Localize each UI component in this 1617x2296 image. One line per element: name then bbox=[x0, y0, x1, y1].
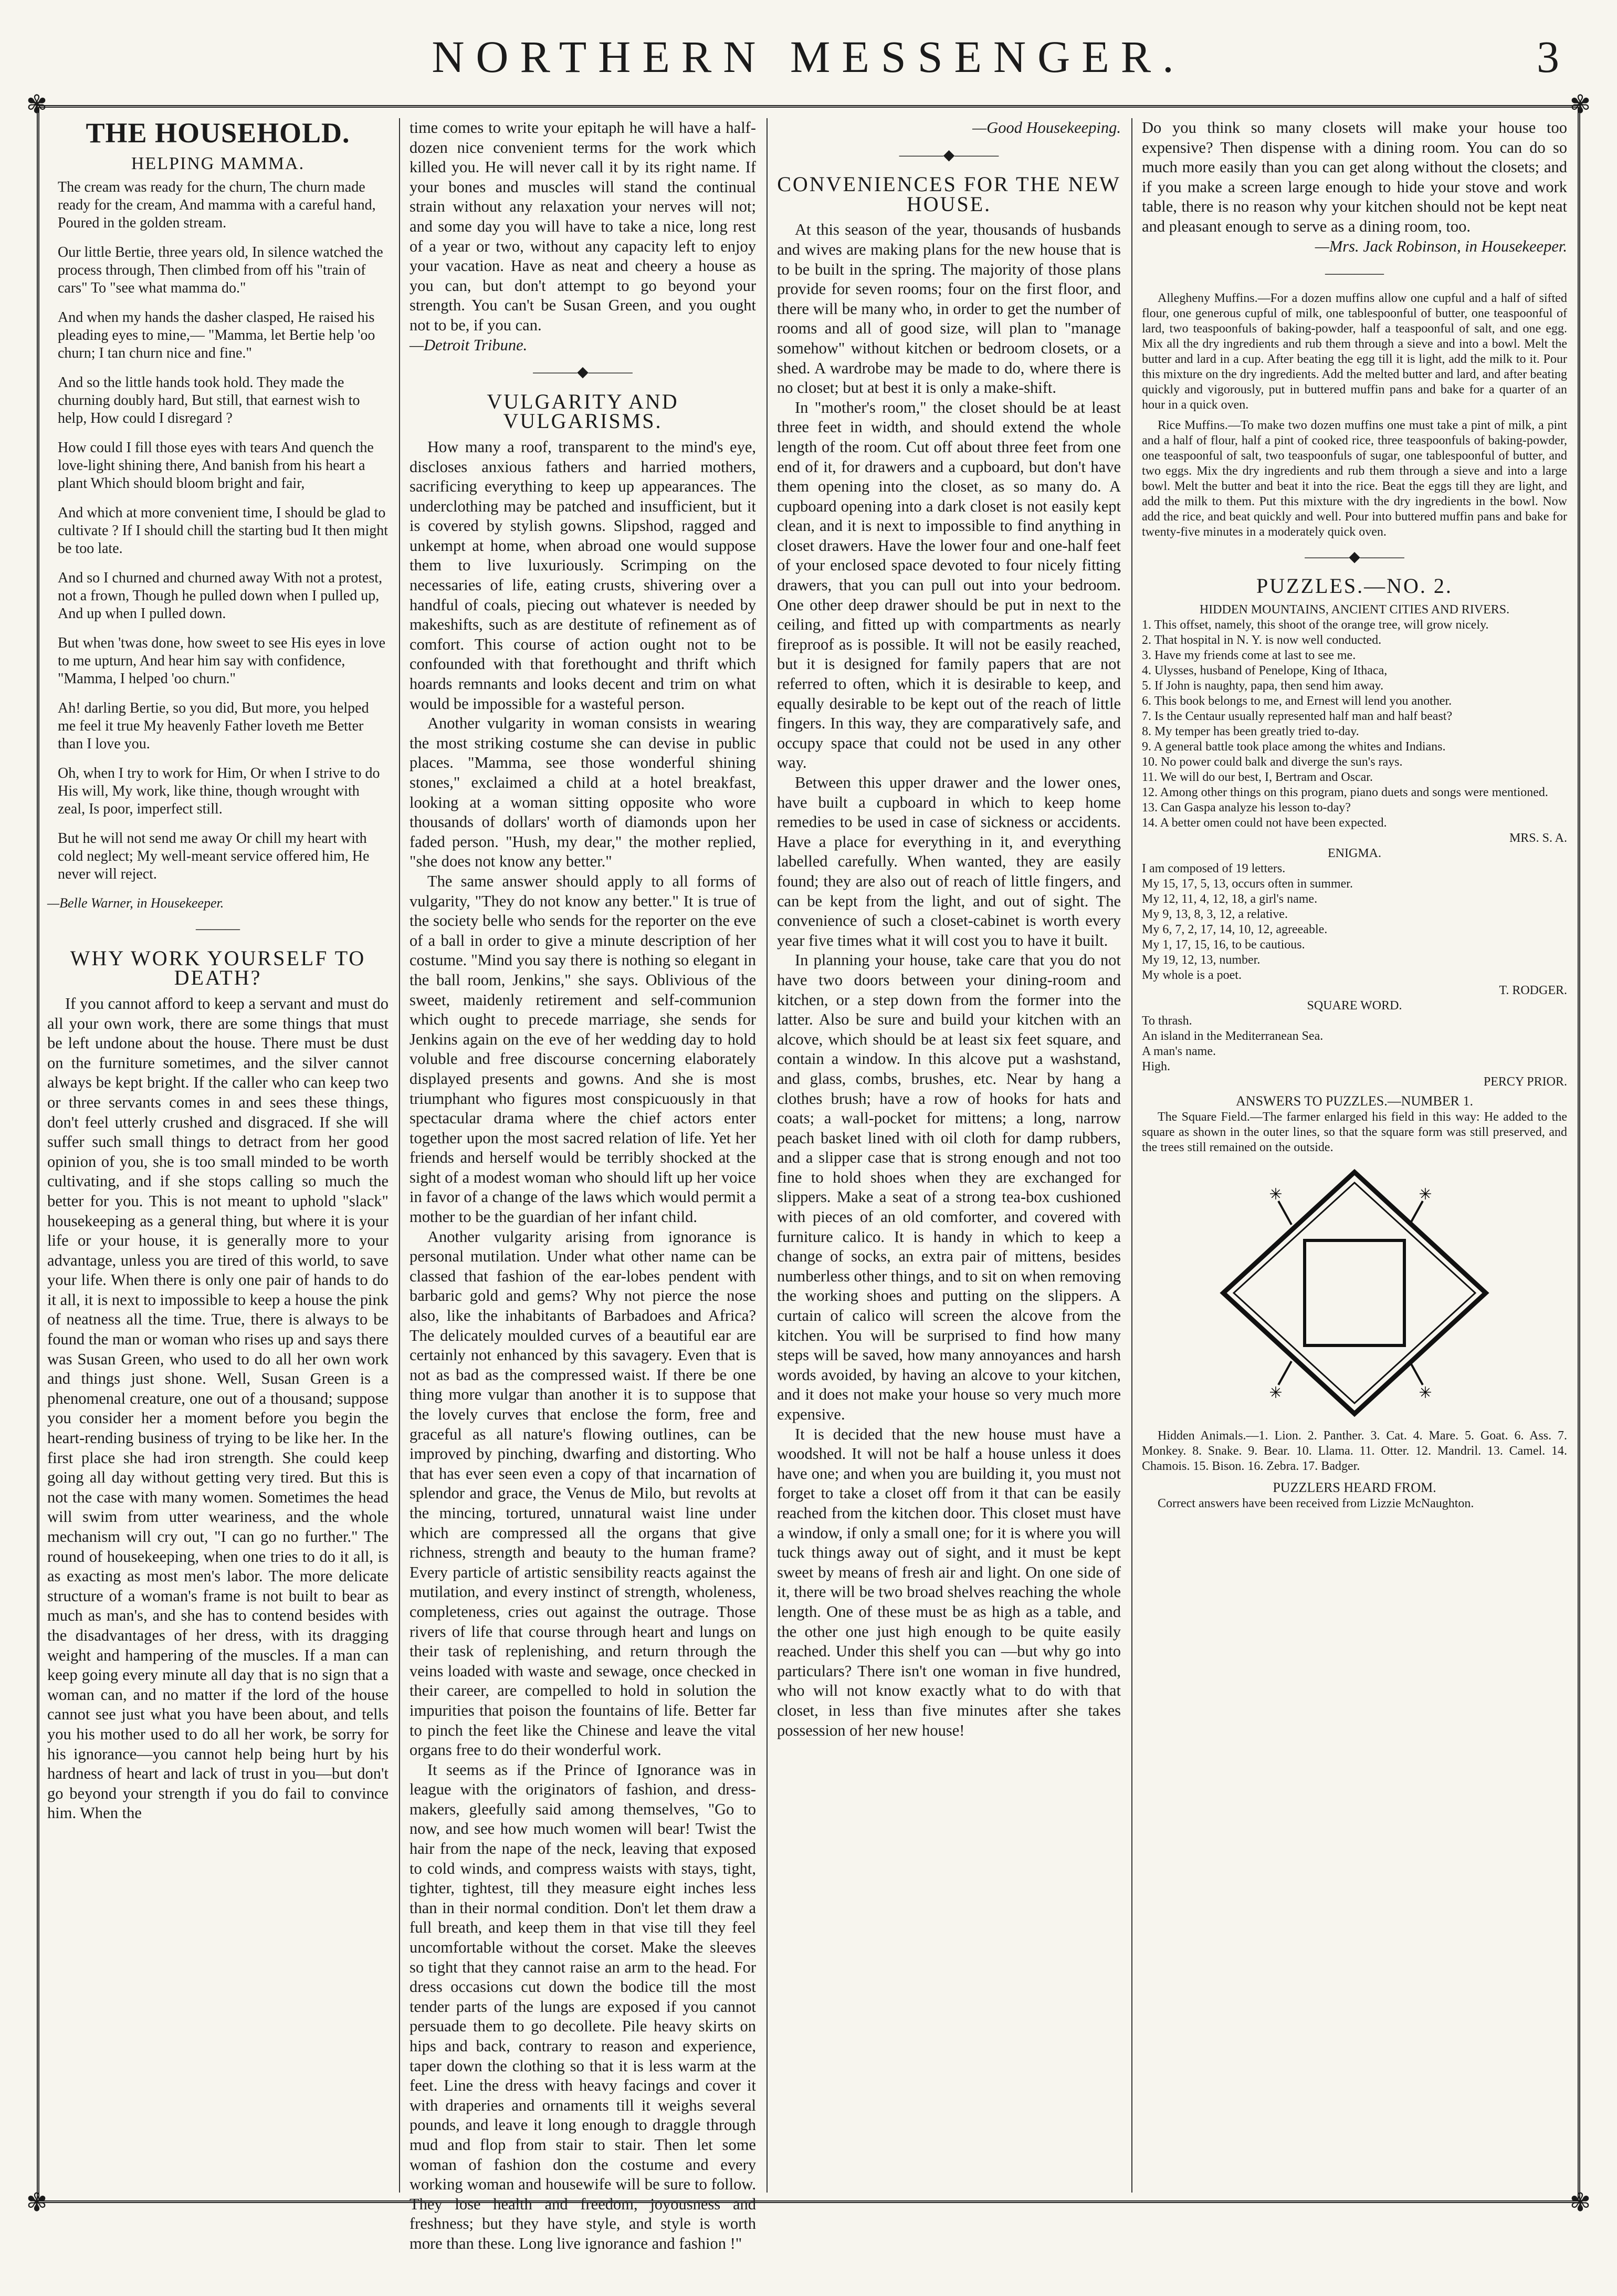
puzzle-author: MRS. S. A. bbox=[1509, 831, 1567, 845]
enigma-line: My 15, 17, 5, 13, occurs often in summer. bbox=[1142, 876, 1353, 891]
answer-square-field: The Square Field.—The farmer enlarged his field in this way: He added to the square as shown in the outer lines, so that the square form was still preserved, and the trees still remained on the outside. bbox=[1142, 1110, 1567, 1154]
conveniences-paragraph: Do you think so many closets will make your house too expensive? Then dispense with a dining room. You can do so much more easily than you can get along without the closets; and if you make a screen large enough to hide your stove and work table, there is no reason why your kitchen should not be kept neat and pleasant enough to serve as a dining room, too. bbox=[1142, 119, 1567, 235]
recipe bbox=[1142, 291, 1567, 413]
poem-stanza: Our little Bertie, three years old, In silence watched the process through, Then climbed from off his "train of cars" To "see what mamma do." bbox=[58, 244, 383, 297]
column-rule bbox=[399, 118, 400, 2193]
vulgarity-heading: VULGARITY AND VULGARISMS. bbox=[487, 389, 679, 433]
divider: ———◆——— bbox=[1305, 548, 1404, 565]
tree-icon: ✳ bbox=[1419, 1185, 1432, 1204]
why-work-body: If you cannot afford to keep a servant and must do all your own work, there are some things that must be left undone about the house. There must be dust on the furniture sometimes, and the silver cannot always be kept bright. If the caller who can keep two or three servants comes in and sees these things, don't feel utterly crushed and disgraced. If she will suffer such small things to detract from her good opinion of you, she is too small minded to be worth cultivating, and if she stops calling so much the better for you. This is not meant to uphold "slack" housekeeping as a general thing, but where it is your life or your house, it is generally more to your advantage, unless you are tired of this world, to save your life. When there is only one pair of hands to do it all, it is next to impossible to keep a house the pink of neatness all the time. True, there is always to be found the man or woman who rises up and says there was Susan Green, who used to do all her own work and things just shone. Well, Susan Green is a phenomenal creature, one out of a thousand; suppose you consider her a moment before you begin the heart-rending business of trying to be like her. In the first place she had iron strength. She could keep going all day without getting very tired. But this is not the case with many women. Sometimes the head will swim from utter weariness, and the whole mechanism will cry out, "I can go no further." The round of housekeeping, when one tries to do it all, is as exacting as most men's labor. The more delicate structure of a woman's frame is not built to bear as much as man's, and she has to contend besides with the disadvantages of her dress, with its dragging weight and hampering of the muscles. If a man can keep going every minute all day that is no sign that a woman can, and no matter if the lord of the house cannot see just what you have been about, and tells you his mother used to do all her work, be sorry for his ignorance—you cannot help being hurt by his hardness of heart and lack of trust in you—but don't go beyond your strength if you do fail to convince him. When the bbox=[47, 994, 388, 1822]
puzzle-item: 1. This offset, namely, this shoot of the orange tree, will grow nicely. bbox=[1142, 618, 1489, 632]
square-word-author: PERCY PRIOR. bbox=[1483, 1074, 1567, 1089]
poem-byline: —Belle Warner, in Housekeeper. bbox=[47, 895, 224, 911]
puzzle-item: 2. That hospital in N. Y. is now well conducted. bbox=[1142, 633, 1382, 647]
square-word-line: High. bbox=[1142, 1059, 1170, 1073]
puzzle-item: 10. No power could balk and diverge the sun's rays. bbox=[1142, 755, 1403, 769]
puzzle-item: 12. Among other things on this program, piano duets and songs were mentioned. bbox=[1142, 785, 1548, 799]
puzzlers-heard-heading: PUZZLERS HEARD FROM. bbox=[1273, 1479, 1436, 1495]
corner-ornament-icon: ✾ bbox=[26, 91, 48, 119]
puzzle-item: 5. If John is naughty, papa, then send him away. bbox=[1142, 679, 1384, 693]
puzzle-item: 14. A better omen could not have been expected. bbox=[1142, 816, 1387, 830]
enigma-line: My 19, 12, 13, number. bbox=[1142, 953, 1261, 967]
vulgarity-paragraph: The same answer should apply to all forms of vulgarity, "They do not know any better." It is true of the society belle who sends for the reporter on the eve of a ball in order to give a minute description of her costume. "Mind you say there is nothing so elegant in the ball room, Jenkins," she says. Oblivious of the sweet, maidenly retirement and self-communion which ought to precede marriage, she sends for Jenkins again on the eve of her wedding day to hold voluble and free discourse concerning elaborately displayed presents and gowns. And she is most triumphant who figures most conspicuously in that spectacular drama where the chief actors enter together upon the most sacred relation of life. Yet her friends and herself would be terribly shocked at the sight of a modest woman who should lift up her voice in favor of a change of the laws which would permit a mother to be the guardian of her infant child. bbox=[410, 872, 756, 1226]
vulgarity-paragraph: It seems as if the Prince of Ignorance was in league with the originators of fashion, and dress-makers, gleefully said among themselves, "Go to now, and see how much women will bear! Twist the hair from the nape of the neck, leaving that exposed to cold winds, and compress waists with stays, tight, tighter, tightest, till they measure eight inches less than in their normal condition. Don't let them draw a full breath, and keep them in that vise till they feel uncomfortable without the corset. Make the sleeves so tight that they cannot raise an arm to the head. For dress occasions cut down the bodice till the most tender parts of the lungs are exposed if you cannot persuade them to go decollete. Pile heavy skirts on hips and back, contrary to reason and experience, taper down the clothing so that it is less warm at the feet. Line the dress with heavy facings and cover it with draperies and ornaments till it weighs several pounds, and leave it long enough to draggle through mud and flop from stair to stair. Then let some woman of fashion don the costume and every working woman and housewife will be sure to follow. They lose health and freedom, joyousness and freshness; but they have style, and style is worth more than these. Long live ignorance and fashion !" bbox=[410, 1760, 756, 2252]
puzzle-item: 11. We will do our best, I, Bertram and Oscar. bbox=[1142, 770, 1373, 784]
conveniences-paragraph: Between this upper drawer and the lower ones, have built a cupboard in which to keep home remedies to be used in case of sickness or accidents. Have a place for everything in it, and everything labelled carefully. When wanted, they are easily found; they are also out of reach of little fingers, and can be kept from the light, and out of sight. The convenience of such a closet-cabinet is worth every year five times what it will cost you to have it built. bbox=[777, 774, 1121, 949]
conveniences-paragraph: In "mother's room," the closet should be at least three feet in width, and should extend the whole length of the room. Cut off about three feet from one end of it, for drawers and a cupboard, but don't have them opening into the closet, as so many do. A cupboard opening into a dark closet is not easily kept clean, and it is next to impossible to find anything in closet drawers. Have the lower four and one-half feet of your enclosed space devoted to four nicely fitting drawers, that you can pull out into your bedroom. One other deep drawer should be put in next to the ceiling, and fitted up with compartments as nearly fireproof as is possible. It will not be easily reached, but it is designed for family papers that are not referred to often, which it is desirable to keep, and equally desirable to be kept out of the reach of little fingers. In this way, they are comparatively safe, and occupy space that could not be used in any other way. bbox=[777, 398, 1121, 772]
square-word-heading: SQUARE WORD. bbox=[1307, 998, 1402, 1013]
corner-ornament-icon: ✾ bbox=[1569, 2189, 1591, 2217]
puzzlers-heard-text: Correct answers have been received from Lizzie McNaughton. bbox=[1158, 1496, 1474, 1510]
puzzles-heading: PUZZLES.—NO. 2. bbox=[1256, 574, 1453, 598]
masthead bbox=[37, 21, 1580, 89]
puzzle-item: 8. My temper has been greatly tried to-day. bbox=[1142, 724, 1359, 738]
tree-mark bbox=[1410, 1201, 1423, 1225]
enigma-line: I am composed of 19 letters. bbox=[1142, 861, 1286, 875]
tree-mark bbox=[1410, 1361, 1423, 1385]
why-work-continued: time comes to write your epitaph he will have a half-dozen nice convenient terms for the work which killed you. He will never call it by its right name. If your bones and muscles will stand the continual strain without any relaxation your nerves will not; and some day you will have to take a nice, long rest of a year or two, without any capacity left to enjoy your vacation. Have as neat and cheery a house as you can, but don't attempt to go beyond your strength. You can't be Susan Green, and you ought not to be, if you can. bbox=[410, 119, 756, 334]
column-2 bbox=[410, 118, 756, 2252]
puzzle-item: 13. Can Gaspa analyze his lesson to-day? bbox=[1142, 800, 1351, 815]
puzzle-item: 4. Ulysses, husband of Penelope, King of Ithaca, bbox=[1142, 663, 1388, 677]
conveniences-paragraph: At this season of the year, thousands of husbands and wives are making plans for the new house that is to be built in the spring. The majority of those plans provide for seven rooms; four on the first floor, and there will be many who, in order to get the number of rooms and all of good size, will plan to "manage somehow" without kitchen or bedroom closets, or a shed. A wardrobe may be made to do, where there is no closet; but at best it is only a make-shift. bbox=[777, 221, 1121, 397]
square-field-diagram bbox=[1208, 1162, 1502, 1424]
tree-icon: ✳ bbox=[1269, 1383, 1283, 1402]
enigma-line: My 1, 17, 15, 16, to be cautious. bbox=[1142, 937, 1305, 952]
household-heading: THE HOUSEHOLD. bbox=[86, 117, 350, 149]
recipe-text: —To make two dozen muffins one must take a pint of milk, a pint and a half of flour, half a pint of cooked rice, three teaspoonfuls of baking-powder, one teaspoonful of salt, two teaspoonfuls of sugar, one tablespoonful of butter, and two eggs. Mix the dry ingredients and rub them through a sieve and into a large bowl. Melt the butter and beat it into the rice. Beat the eggs till they are light, and add the milk to them. Put this mixture with the dry ingredients in the bowl. Now add the rice, and beat quickly and well. Pour into buttered muffin pans and bake for twenty-five minutes in a moderately quick oven. bbox=[1142, 418, 1567, 539]
poem-stanza: But when 'twas done, how sweet to see His eyes in love to me upturn, And hear him say with confidence, "Mamma, I helped 'oo churn." bbox=[58, 635, 386, 687]
conveniences-source: —Mrs. Jack Robinson, in Housekeeper. bbox=[1315, 237, 1567, 255]
masthead-title: NORTHERN MESSENGER. bbox=[432, 32, 1185, 82]
vulgarity-paragraph: How many a roof, transparent to the mind's eye, discloses anxious fathers and harried mothers, sacrificing everything to keep up appearances. The underclothing may be patched and insufficient, but it is covered by stylish gowns. Slipshod, ragged and unkempt at home, when abroad one would suppose them to live luxuriously. Scrimping on the necessaries of life, eating crusts, shivering over a handful of coals, piecing out whatever is needed by makeshifts, such as are destitute of refinement as of comfort. This course of action ought not to be confounded with that forethought and thrift which hoards remnants and looks decent and trim on what would be impossible for a wasteful person. bbox=[410, 437, 756, 713]
puzzle-item: 9. A general battle took place among the whites and Indians. bbox=[1142, 739, 1446, 754]
poem-stanza: Ah! darling Bertie, so you did, But more, you helped me feel it true My heavenly Father loveth me Better than I love you. bbox=[58, 700, 369, 753]
conveniences-paragraph: It is decided that the new house must have a woodshed. It will not be half a house unless it does have one; and when you are building it, you must not forget to take a closet off from it that can be easily reached from the kitchen door. This closet must have a window, if only a small one; for it is where you will tuck things away out of sight, and it must be kept sweet by means of fresh air and light. On one side of it, there will be two broad shelves reaching the whole length. One of these must be as high as a table, and the other one just high enough to be quite easily reached. Under this shelf you can —but why go into particulars? There isn't one woman in five hundred, who will not know exactly what to do with that closet, in less than five minutes after she takes possession of her new house! bbox=[777, 1425, 1121, 1739]
vulgarity-paragraph: Another vulgarity arising from ignorance is personal mutilation. Under what other name can be classed that fashion of the ear-lobes pendent with barbaric gold and gems? Why not pierce the nose also, like the inhabitants of Barbadoes and Africa? The delicately moulded curves of a beautiful ear are certainly not enhanced by this savagery. Even that is not as bad as the compressed waist. If there be one thing more vulgar than another it is to suppose that the lovely curves that enclose the form, free and graceful as all nature's flowing outlines, can be improved by pinching, dwarfing and distorting. Who that has ever seen even a copy of that incarnation of splendor and grace, the Venus de Milo, but revolts at the mincing, tortured, unnatural waist line under which are compressed all the organs that give richness, strength and beauty to the human frame? Every particle of artistic sensibility reacts against the mutilation, and every instinct of strength, wholeness, completeness, cries out against the outrage. Those rivers of life that course through heart and lungs on their task of replenishing, and return through the veins loaded with waste and sewage, once checked in their career, are compelled to hold in solution the impurities that poison the fountains of life. Better far to pinch the feet like the Chinese and leave the vital organs free to do their wonderful work. bbox=[410, 1227, 756, 1759]
square-word-line: An island in the Mediterranean Sea. bbox=[1142, 1029, 1324, 1043]
vulgarity-paragraph: Another vulgarity in woman consists in wearing the most striking costume she can devise in public places. "Mamma, see those wonderful shining stones," exclaimed a child at a hotel breakfast, looking at a woman sitting opposite who wore thousands of dollars' worth of diamonds upon her faded person. "Hush, my dear," the mother replied, "she does not know any better." bbox=[410, 714, 756, 871]
enigma-line: My 9, 13, 8, 3, 12, a relative. bbox=[1142, 907, 1288, 921]
enigma-line: My 12, 11, 4, 12, 18, a girl's name. bbox=[1142, 892, 1318, 906]
divider: ———◆——— bbox=[899, 147, 999, 163]
column-4 bbox=[1142, 118, 1567, 2193]
conveniences-paragraph: In planning your house, take care that you do not have two doors between your dining-room and kitchen, or a step down from the former into the latter. Also be sure and build your kitchen with an alcove, which should be at least six feet square, and contain a window. In this alcove put a washstand, and glass, combs, brushes, etc. Near by hang a clothes brush; have a row of hooks for hats and coats; a wall-pocket for mittens; a long, narrow peach basket lined with oil cloth for damp rubbers, and a slipper case that is strong enough and not too fine to hold shoes when they are exchanged for slippers. Make a seat of a strong tea-box cushioned with pieces of an old comforter, and covered with furniture calico. It is handy in which to keep a change of socks, an extra pair of mittens, besides numberless other things, and to sit on when removing the working shoes and putting on the slippers. A curtain of calico will screen the alcove from the kitchen. You will be surprised to find how many steps will be saved, how many annoyances and harsh words avoided, by having an alcove to your kitchen, and it does not make your house so very much more expensive. bbox=[777, 951, 1121, 1423]
tree-mark bbox=[1278, 1201, 1292, 1225]
puzzle-item: 6. This book belongs to me, and Ernest will lend you another. bbox=[1142, 694, 1452, 708]
poem-stanza: And so I churned and churned away With not a protest, not a frown, Though he pulled down when I pulled up, And up when I pulled down. bbox=[58, 570, 383, 622]
enigma-author: T. RODGER. bbox=[1499, 983, 1567, 997]
poem-stanza: And so the little hands took hold. They made the churning doubly hard, But still, that earnest wish to help, How could I disregard ? bbox=[58, 374, 360, 427]
enigma-heading: ENIGMA. bbox=[1328, 846, 1381, 860]
answers-heading: ANSWERS TO PUZZLES.—NUMBER 1. bbox=[1236, 1093, 1473, 1109]
column-rule bbox=[1131, 118, 1132, 2193]
puzzles-subheading: HIDDEN MOUNTAINS, ANCIENT CITIES AND RIVERS. bbox=[1199, 602, 1510, 617]
puzzle-list bbox=[1142, 618, 1567, 831]
conveniences-heading: CONVENIENCES FOR THE NEW HOUSE. bbox=[777, 172, 1121, 216]
answer-hidden-animals: Hidden Animals.—1. Lion. 2. Panther. 3. Cat. 4. Mare. 5. Goat. 6. Ass. 7. Monkey. 8. Snake. 9. Bear. 10. Llama. 11. Otter. 12. Mandril. 13. Camel. 14. Chamois. 15. Bison. 16. Zebra. 17. Badger. bbox=[1142, 1428, 1567, 1473]
poem-stanza: The cream was ready for the churn, The churn made ready for the cream, And mamma with a careful hand, Poured in the golden stream. bbox=[58, 179, 376, 232]
divider: ———◆——— bbox=[533, 364, 633, 381]
poem bbox=[47, 179, 388, 883]
tree-marks bbox=[1278, 1201, 1423, 1385]
puzzle-item: 7. Is the Centaur usually represented half man and half beast? bbox=[1142, 709, 1453, 723]
inner-square bbox=[1305, 1240, 1404, 1345]
poem-stanza: And when my hands the dasher clasped, He raised his pleading eyes to mine,— "Mamma, let Bertie help 'oo churn; I tan churn nice and fine." bbox=[58, 309, 375, 362]
poem-title: HELPING MAMMA. bbox=[131, 153, 305, 173]
enigma-line: My 6, 7, 2, 17, 14, 10, 12, agreeable. bbox=[1142, 922, 1328, 936]
square-word-line: A man's name. bbox=[1142, 1044, 1216, 1058]
outer-square-inner-line bbox=[1234, 1183, 1475, 1403]
poem-stanza: How could I fill those eyes with tears And quench the love-light shining there, And banish from his heart a plant Which should bloom bright and fair, bbox=[58, 440, 374, 492]
tree-icon: ✳ bbox=[1419, 1383, 1432, 1402]
poem-stanza: And which at more convenient time, I should be glad to cultivate ? If I should chill the starting bud It then might be too late. bbox=[58, 505, 388, 557]
puzzle-item: 3. Have my friends come at last to see me. bbox=[1142, 648, 1356, 662]
enigma bbox=[1142, 861, 1567, 983]
recipe bbox=[1142, 418, 1567, 540]
column-rule bbox=[766, 118, 768, 2193]
why-work-source: —Detroit Tribune. bbox=[410, 336, 528, 354]
vulgarity-source: —Good Housekeeping. bbox=[972, 119, 1121, 137]
poem-stanza: Oh, when I try to work for Him, Or when I strive to do His will, My work, like thine, though wrought with zeal, Is poor, imperfect still. bbox=[58, 765, 380, 818]
square-word-line: To thrash. bbox=[1142, 1014, 1192, 1028]
tree-icon: ✳ bbox=[1269, 1185, 1283, 1204]
corner-ornament-icon: ✾ bbox=[1569, 91, 1591, 119]
enigma-line: My whole is a poet. bbox=[1142, 968, 1242, 982]
tree-mark bbox=[1278, 1361, 1292, 1385]
page-number: 3 bbox=[1537, 32, 1559, 82]
poem-stanza: But he will not send me away Or chill my heart with cold neglect; My well-meant service offered him, He never will reject. bbox=[58, 830, 370, 883]
column-1 bbox=[47, 118, 388, 2193]
square-word bbox=[1142, 1014, 1567, 1074]
outer-square bbox=[1223, 1172, 1486, 1414]
recipe-name: Rice Muffins. bbox=[1158, 418, 1228, 432]
why-work-heading: WHY WORK YOURSELF TO DEATH? bbox=[70, 946, 366, 990]
corner-ornament-icon: ✾ bbox=[26, 2189, 48, 2217]
recipe-text: —For a dozen muffins allow one cupful and a half of sifted flour, one generous cupful of milk, one tablespoonful of butter, one teaspoonful of lard, two teaspoonfuls of baking-powder, half a teaspoonful of salt, and one egg. Mix all the dry ingredients and rub them through a sieve and into a bowl. Melt the butter and lard in a cup. After beating the egg till it is light, add the milk to it. Pour this mixture on the dry ingredients. Add the melted butter and lard, and after beating quickly and vigorously, put in buttered muffin pans and bake for a quarter of an hour in a quick oven. bbox=[1142, 291, 1567, 412]
divider: ———— bbox=[1325, 265, 1384, 282]
recipe-name: Allegheny Muffins. bbox=[1158, 291, 1258, 305]
column-3 bbox=[777, 118, 1121, 2193]
divider: ——— bbox=[196, 921, 240, 937]
